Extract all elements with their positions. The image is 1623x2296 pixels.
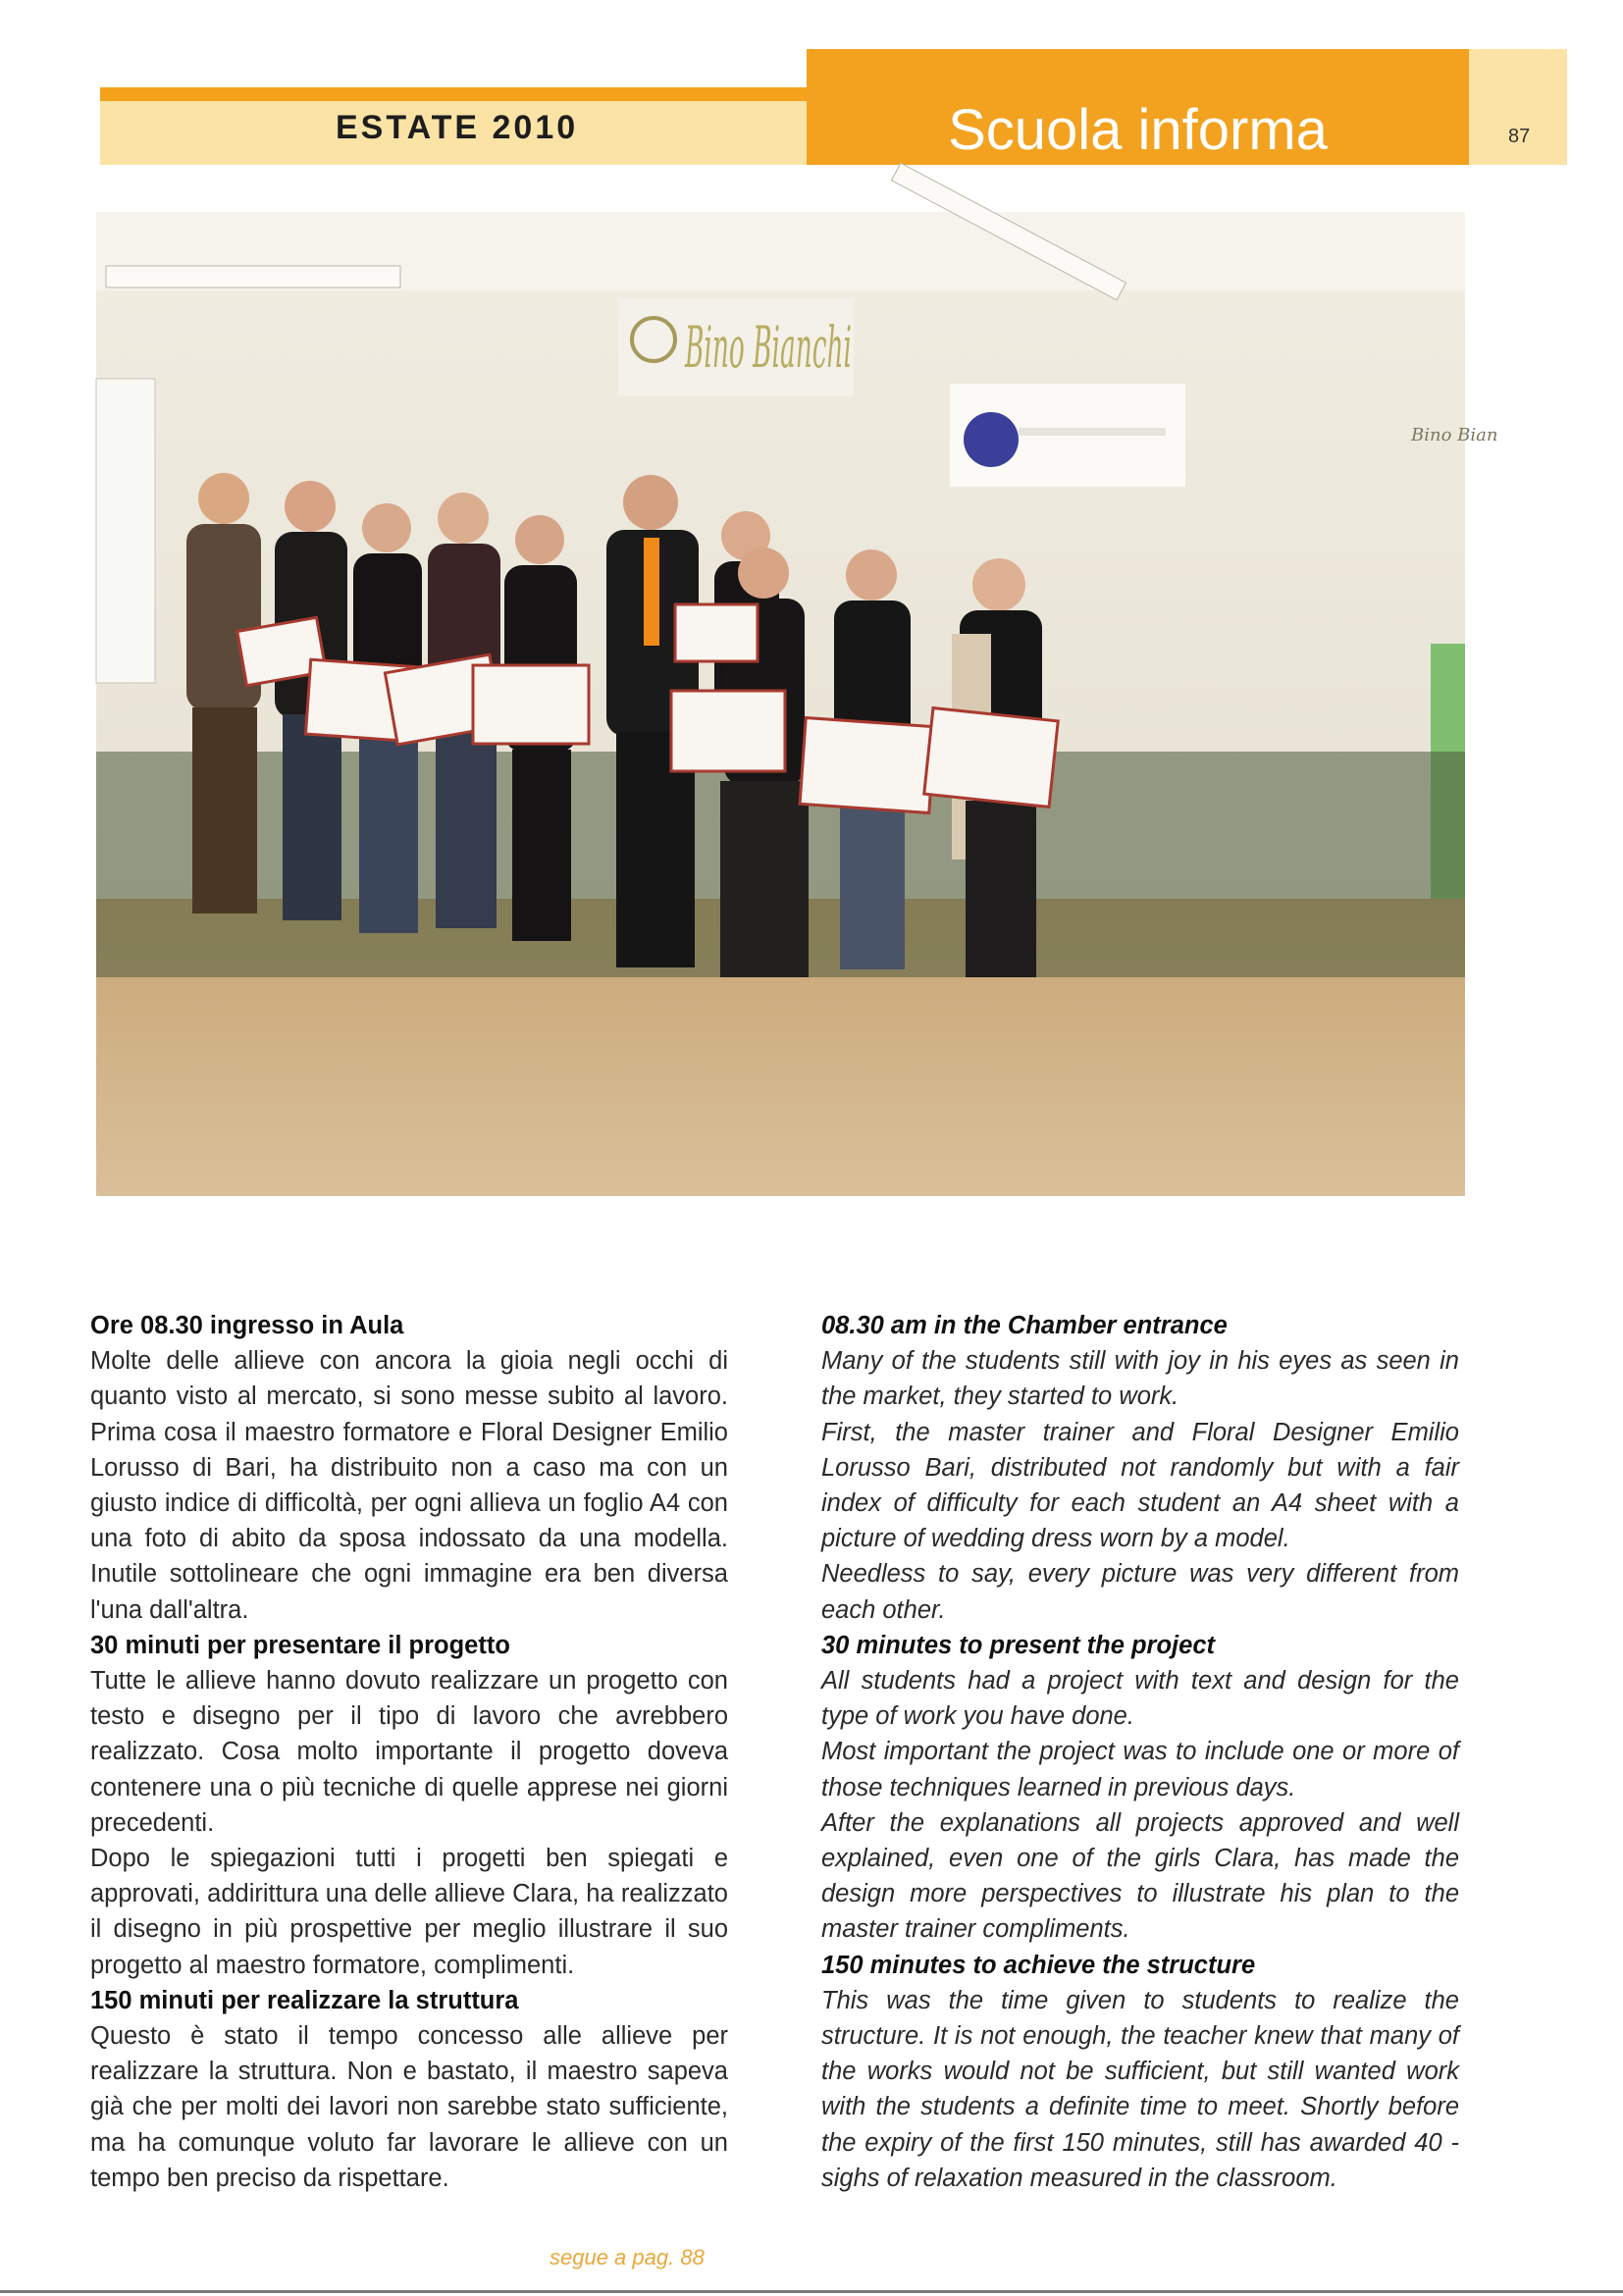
section-title: Scuola informa [948, 98, 1328, 162]
italian-paragraph-2: Tutte le allieve hanno dovuto realizzare un progetto con testo e disegno per il tipo di lavoro che avrebbero realizzato. Cosa molto importante il progetto doveva contenere una o più tecniche di quelle apprese nei giorni precedenti. [90, 1667, 728, 1837]
english-paragraph-6: After the explanations all projects approved and well explained, even one of the girls Clara, has made the design more perspectives to illustrate his plan to the master trainer compliments. [821, 1808, 1459, 1944]
certificate-8 [924, 708, 1058, 808]
certificate-4 [473, 665, 589, 744]
english-paragraph-2: First, the master trainer and Floral Designer Emilio Lorusso Bari, distributed not randomly but with a fair index of difficulty for each student an A4 sheet with a picture of wedding dress worn by a model. [821, 1418, 1459, 1553]
issue-label: ESTATE 2010 [336, 109, 579, 146]
continue-note: segue a pag. 88 [550, 2245, 705, 2270]
english-paragraph-7: This was the time given to students to realize the structure. It is not enough, the teacher knew that many of the works would not be sufficient, but still wanted work with the students a definite time to meet. Shortly before the expiry of the first 150 minutes, still has awarded 40 - sighs of relaxation measured in the classroom. [821, 1986, 1459, 2192]
scan-edge-line [0, 2290, 1623, 2293]
wall-sign-text: Bino Bian [1411, 425, 1498, 445]
english-paragraph-5: Most important the project was to include one or more of those techniques learned in previous days. [821, 1738, 1459, 1801]
english-heading-2: 30 minutes to present the project [821, 1631, 1216, 1659]
italian-heading-1: Ore 08.30 ingresso in Aula [90, 1312, 404, 1339]
window [96, 379, 155, 683]
certificate-6 [671, 691, 785, 771]
certificate-7 [800, 718, 935, 813]
english-paragraph-3: Needless to say, every picture was very different from each other. [821, 1560, 1459, 1624]
wall-sign [950, 384, 1185, 487]
italian-paragraph-4: Questo è stato il tempo concesso alle allieve per realizzare la struttura. Non e bastato, il maestro sapeva già che per molti dei lavori non sarebbe stato sufficiente, ma ha comunque voluto far lavorare le allieve con un tempo ben preciso da rispettare. [90, 2022, 728, 2192]
italian-heading-3: 150 minuti per realizzare la struttura [90, 1986, 519, 2014]
group-photo [96, 212, 1498, 1196]
person-1 [186, 473, 261, 913]
english-paragraph-1: Many of the students still with joy in his eyes as seen in the market, they started to work. [821, 1347, 1459, 1411]
italian-paragraph-3: Dopo le spiegazioni tutti i progetti ben spiegati e approvati, addirittura una delle allieve Clara, ha realizzato il disegno in più prospettive per meglio illustrare il suo progetto al maestro formatore, complimenti. [90, 1845, 728, 1979]
italian-column [90, 1308, 728, 2196]
english-column [821, 1308, 1459, 2196]
italian-heading-2: 30 minuti per presentare il progetto [90, 1631, 510, 1659]
certificate-5 [675, 604, 758, 661]
english-heading-1: 08.30 am in the Chamber entrance [821, 1312, 1228, 1339]
italian-paragraph-1: Molte delle allieve con ancora la gioia negli occhi di quanto visto al mercato, si sono messe subito al lavoro. Prima cosa il maestro formatore e Floral Designer Emilio Lorusso di Bari, ha distribuito non a caso ma con un giusto indice di difficoltà, per ogni allieva un foglio A4 con una foto di abito da sposa indossato da una modella. Inutile sottolineare che ogni immagine era ben diversa l'una dall'altra. [90, 1347, 728, 1624]
english-paragraph-4: All students had a project with text and design for the type of work you have done. [821, 1667, 1459, 1731]
english-heading-3: 150 minutes to achieve the structure [821, 1951, 1256, 1979]
ceiling-light-left [106, 266, 400, 287]
banner-logo-text: Bino Bianchi [684, 314, 852, 381]
banner-logo [618, 298, 854, 396]
page-number: 87 [1508, 126, 1531, 147]
